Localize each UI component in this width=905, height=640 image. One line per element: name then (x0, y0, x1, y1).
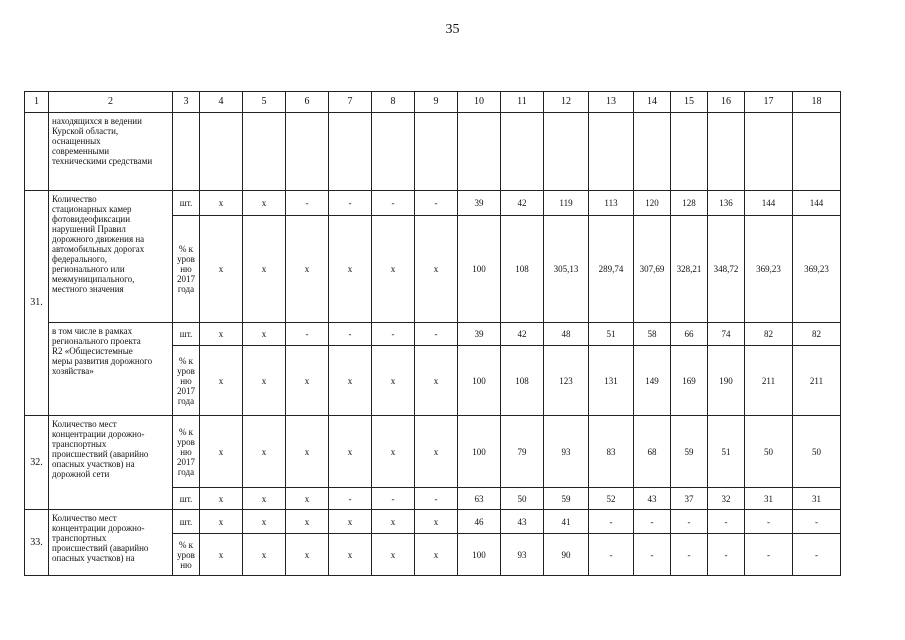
column-number: 16 (708, 92, 745, 113)
indicator-description: Количество мест концентрации дорожно- транспортных происшествий (аварийно опасных участков) на (49, 510, 173, 576)
value-cell: 41 (544, 510, 589, 534)
value-cell: х (329, 216, 372, 323)
value-cell: 42 (501, 191, 544, 216)
value-cell: 42 (501, 323, 544, 346)
value-cell: - (745, 534, 793, 576)
value-cell: - (708, 510, 745, 534)
header-row (25, 92, 841, 113)
indicator-description: находящихся в ведении Курской области, оснащенных современными техническими средствами (49, 113, 173, 191)
column-number: 8 (372, 92, 415, 113)
value-cell: - (671, 534, 708, 576)
table-row-continuation (25, 113, 841, 191)
value-cell: х (286, 510, 329, 534)
value-cell: 39 (458, 191, 501, 216)
unit-cell: % к уров ню 2017 года (173, 346, 200, 416)
page-number: 35 (445, 22, 460, 37)
empty-cell (415, 113, 458, 191)
value-cell: 51 (708, 416, 745, 488)
value-cell: - (634, 510, 671, 534)
value-cell: 108 (501, 346, 544, 416)
value-cell: - (745, 510, 793, 534)
empty-cell (243, 113, 286, 191)
value-cell: 59 (544, 488, 589, 510)
column-number: 14 (634, 92, 671, 113)
indicator-description: Количество мест концентрации дорожно- транспортных происшествий (аварийно опасных участков) на дорожной сети (49, 416, 173, 510)
value-cell: х (372, 510, 415, 534)
value-cell: 51 (589, 323, 634, 346)
empty-cell (329, 113, 372, 191)
value-cell: 37 (671, 488, 708, 510)
value-cell: 100 (458, 216, 501, 323)
empty-cell (372, 113, 415, 191)
value-cell: х (200, 346, 243, 416)
value-cell: х (243, 323, 286, 346)
value-cell: 120 (634, 191, 671, 216)
value-cell: х (200, 216, 243, 323)
value-cell: - (634, 534, 671, 576)
value-cell: 190 (708, 346, 745, 416)
value-cell: 39 (458, 323, 501, 346)
value-cell: 307,69 (634, 216, 671, 323)
row-number: 32. (25, 416, 49, 510)
value-cell: 211 (745, 346, 793, 416)
value-cell: 169 (671, 346, 708, 416)
value-cell: 48 (544, 323, 589, 346)
value-cell: 66 (671, 323, 708, 346)
value-cell: 348,72 (708, 216, 745, 323)
value-cell: 79 (501, 416, 544, 488)
unit-cell: шт. (173, 323, 200, 346)
value-cell: 211 (793, 346, 841, 416)
value-cell: х (286, 488, 329, 510)
value-cell: х (372, 534, 415, 576)
empty-cell (634, 113, 671, 191)
column-number: 3 (173, 92, 200, 113)
value-cell: х (243, 488, 286, 510)
row-number-empty (25, 113, 49, 191)
value-cell: 113 (589, 191, 634, 216)
value-cell: 46 (458, 510, 501, 534)
value-cell: 149 (634, 346, 671, 416)
value-cell: 100 (458, 416, 501, 488)
value-cell: - (415, 323, 458, 346)
column-number: 1 (25, 92, 49, 113)
column-number: 7 (329, 92, 372, 113)
value-cell: х (372, 416, 415, 488)
column-number: 12 (544, 92, 589, 113)
value-cell: 144 (793, 191, 841, 216)
value-cell: 328,21 (671, 216, 708, 323)
value-cell: 128 (671, 191, 708, 216)
value-cell: х (415, 510, 458, 534)
column-number: 15 (671, 92, 708, 113)
empty-cell (544, 113, 589, 191)
value-cell: 369,23 (745, 216, 793, 323)
value-cell: 50 (793, 416, 841, 488)
column-number: 5 (243, 92, 286, 113)
value-cell: х (286, 346, 329, 416)
value-cell: 50 (745, 416, 793, 488)
value-cell: 82 (745, 323, 793, 346)
value-cell: - (329, 323, 372, 346)
empty-cell (745, 113, 793, 191)
empty-cell (501, 113, 544, 191)
value-cell: 31 (745, 488, 793, 510)
table-row (25, 510, 841, 534)
value-cell: х (200, 416, 243, 488)
value-cell: - (372, 323, 415, 346)
value-cell: 59 (671, 416, 708, 488)
indicator-description: Количество стационарных камер фотовидеофиксации нарушений Правил дорожного движения на автомобильных дорогах федерального, регионального или межмуниципального, местного значения (49, 191, 173, 323)
table-row (25, 323, 841, 346)
value-cell: 144 (745, 191, 793, 216)
value-cell: х (243, 534, 286, 576)
value-cell: - (589, 510, 634, 534)
column-number: 11 (501, 92, 544, 113)
value-cell: 108 (501, 216, 544, 323)
column-number: 4 (200, 92, 243, 113)
value-cell: - (329, 488, 372, 510)
value-cell: - (793, 510, 841, 534)
empty-cell (671, 113, 708, 191)
value-cell: 82 (793, 323, 841, 346)
column-number: 2 (49, 92, 173, 113)
value-cell: 90 (544, 534, 589, 576)
value-cell: 100 (458, 534, 501, 576)
column-number: 17 (745, 92, 793, 113)
value-cell: х (329, 346, 372, 416)
value-cell: х (372, 216, 415, 323)
value-cell: х (243, 191, 286, 216)
value-cell: х (200, 488, 243, 510)
value-cell: 305,13 (544, 216, 589, 323)
value-cell: 52 (589, 488, 634, 510)
value-cell: 136 (708, 191, 745, 216)
value-cell: - (415, 191, 458, 216)
value-cell: 43 (634, 488, 671, 510)
column-number: 13 (589, 92, 634, 113)
value-cell: - (589, 534, 634, 576)
value-cell: х (329, 510, 372, 534)
value-cell: 100 (458, 346, 501, 416)
unit-cell: % к уров ню (173, 534, 200, 576)
value-cell: х (329, 534, 372, 576)
value-cell: х (415, 216, 458, 323)
empty-cell (589, 113, 634, 191)
value-cell: 123 (544, 346, 589, 416)
unit-cell: шт. (173, 191, 200, 216)
column-number: 6 (286, 92, 329, 113)
row-number: 33. (25, 510, 49, 576)
value-cell: 63 (458, 488, 501, 510)
empty-cell (793, 113, 841, 191)
value-cell: - (286, 323, 329, 346)
column-number: 9 (415, 92, 458, 113)
value-cell: х (243, 216, 286, 323)
row-number: 31. (25, 191, 49, 416)
value-cell: 289,74 (589, 216, 634, 323)
value-cell: х (286, 216, 329, 323)
value-cell: х (372, 346, 415, 416)
value-cell: 369,23 (793, 216, 841, 323)
value-cell: 93 (544, 416, 589, 488)
column-number: 10 (458, 92, 501, 113)
value-cell: 31 (793, 488, 841, 510)
table-row (25, 191, 841, 216)
empty-cell (173, 113, 200, 191)
value-cell: х (243, 510, 286, 534)
value-cell: х (243, 416, 286, 488)
value-cell: х (243, 346, 286, 416)
indicator-subdescription: в том числе в рамках регионального проекта R2 «Общесистемные меры развития дорожного хозяйства» (49, 323, 173, 416)
indicators-table (24, 91, 841, 576)
unit-cell: % к уров ню 2017 года (173, 416, 200, 488)
value-cell: - (329, 191, 372, 216)
value-cell: х (329, 416, 372, 488)
value-cell: 58 (634, 323, 671, 346)
value-cell: х (200, 510, 243, 534)
value-cell: х (415, 534, 458, 576)
value-cell: х (200, 534, 243, 576)
value-cell: - (671, 510, 708, 534)
value-cell: х (200, 191, 243, 216)
value-cell: х (415, 416, 458, 488)
table-row (25, 416, 841, 488)
value-cell: 131 (589, 346, 634, 416)
value-cell: - (372, 191, 415, 216)
empty-cell (200, 113, 243, 191)
value-cell: 83 (589, 416, 634, 488)
value-cell: х (286, 416, 329, 488)
value-cell: х (286, 534, 329, 576)
value-cell: 50 (501, 488, 544, 510)
unit-cell: шт. (173, 488, 200, 510)
value-cell: 119 (544, 191, 589, 216)
value-cell: 32 (708, 488, 745, 510)
value-cell: 74 (708, 323, 745, 346)
value-cell: х (415, 346, 458, 416)
empty-cell (458, 113, 501, 191)
empty-cell (708, 113, 745, 191)
value-cell: 93 (501, 534, 544, 576)
unit-cell: шт. (173, 510, 200, 534)
value-cell: - (372, 488, 415, 510)
column-number: 18 (793, 92, 841, 113)
value-cell: - (793, 534, 841, 576)
empty-cell (286, 113, 329, 191)
value-cell: - (286, 191, 329, 216)
value-cell: х (200, 323, 243, 346)
unit-cell: % к уров ню 2017 года (173, 216, 200, 323)
value-cell: - (415, 488, 458, 510)
value-cell: - (708, 534, 745, 576)
value-cell: 68 (634, 416, 671, 488)
value-cell: 43 (501, 510, 544, 534)
